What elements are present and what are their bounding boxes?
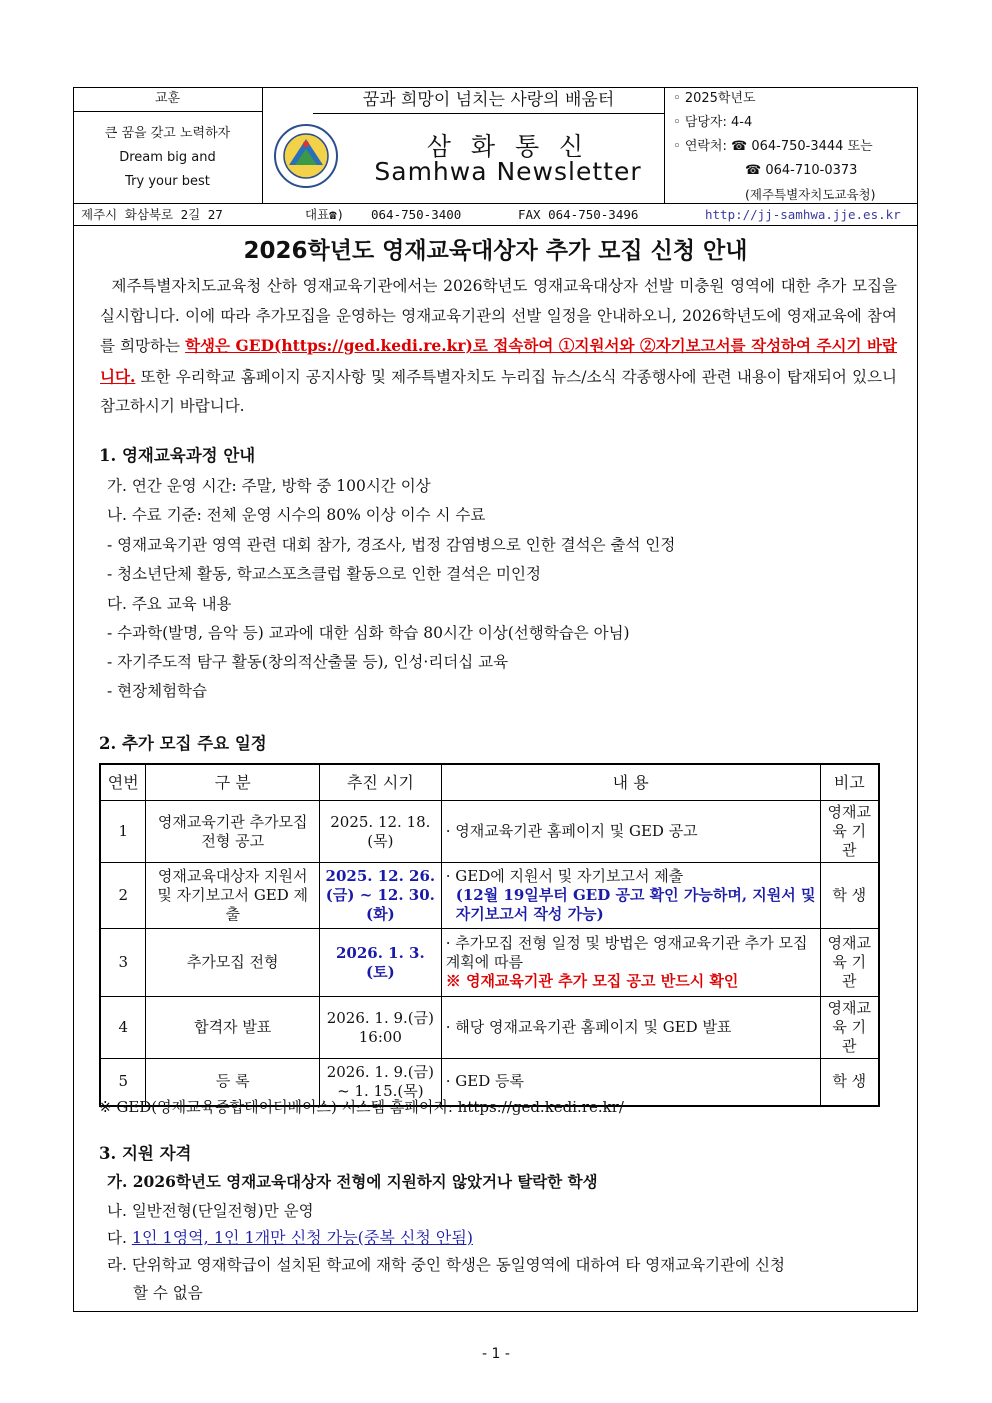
row-content: [441, 929, 820, 997]
row-content: · GED 등록: [441, 1059, 820, 1106]
section-1-line: 나. 수료 기준: 전체 운영 시수의 80% 이상 이수 시 수료: [107, 506, 486, 524]
phone-2: 064-710-0373: [765, 163, 858, 178]
tel-number: 064-750-3400: [371, 207, 462, 222]
row-note: 학 생: [820, 1059, 879, 1106]
school-url-link[interactable]: http://jj-samhwa.jje.es.kr: [705, 207, 901, 222]
row-category: 영재교육대상자 지원서 및 자기보고서 GED 제출: [146, 863, 320, 929]
section-3-line: 할 수 없음: [133, 1284, 203, 1302]
row-content: · 해당 영재교육기관 홈페이지 및 GED 발표: [441, 997, 820, 1059]
row-number: 4: [100, 997, 146, 1059]
row-number: 5: [100, 1059, 146, 1106]
phone-1: 064-750-3444 또는: [751, 139, 873, 154]
newsletter-title-en: Samhwa Newsletter: [374, 157, 642, 186]
page-number: - 1 -: [482, 1346, 510, 1362]
title-box: [263, 87, 665, 204]
section-1-title: 1. 영재교육과정 안내: [99, 446, 256, 465]
school-address: 제주시 화삼북로 2길 27: [81, 207, 223, 222]
table-header-row: [100, 764, 879, 801]
row-content: · 영재교육기관 홈페이지 및 GED 공고: [441, 801, 820, 863]
slogan: 꿈과 희망이 넘치는 사랑의 배움터: [313, 87, 664, 114]
intro-text: 제주특별자치도교육청 산하 영재교육기관에서는 2026학년도 영재교육대상자 선발 미충원 영역에 대한 추가 모집을 실시합니다. 이에 따라 추가모집을 운영하는 영재교육기관의 선발 일정을 안내하오니, 2026학년도에 영재교육에 참여를 희망하는: [100, 277, 897, 355]
contact-label: 연락처:: [684, 139, 727, 154]
row-content: [441, 863, 820, 929]
section-1-line: - 영재교육기관 영역 관련 대회 참가, 경조사, 법정 감염병으로 인한 결석은 출석 인정: [107, 536, 676, 554]
newsletter-header: [73, 87, 918, 204]
intro-paragraph: [100, 272, 897, 422]
row-content-warning: ※ 영재교육기관 추가 모집 공고 반드시 확인: [445, 972, 739, 990]
column-header: 추진 시기: [319, 764, 441, 801]
section-3-line: 라. 단위학교 영재학급이 설치된 학교에 재학 중인 학생은 동일영역에 대하여 타 영재교육기관에 신청: [107, 1256, 785, 1274]
ged-footnote: ※ GED(영재교육종합데이터베이스) 시스템 홈페이지: https://ged.kedi.re.kr/: [99, 1098, 624, 1116]
row-date: 2025. 12. 18.(목): [319, 801, 441, 863]
section-3-line: [107, 1225, 473, 1248]
phone-icon: ☎: [745, 163, 762, 178]
intro-highlight: 학생은 GED(https://ged.kedi.re.kr)로 접속하여 ①지원서와 ②자기보고서를 작성하여 주시기 바랍니다.: [100, 336, 897, 386]
row-date: 2026. 1. 9.(금) ~ 1. 15.(목): [319, 1059, 441, 1106]
newsletter-title-ko: 삼 화 통 신: [426, 132, 590, 161]
row-date: 2026. 1. 9.(금) 16:00: [319, 997, 441, 1059]
fax-number: FAX 064-750-3496: [518, 207, 639, 222]
intro-text: 또한 우리학교 홈페이지 공지사항 및 제주특별자치도 누리집 뉴스/소식 각종행사에 관련 내용이 탑재되어 있으니 참고하시기 바랍니다.: [100, 367, 897, 415]
section-1-line: - 청소년단체 활동, 학교스포츠클럽 활동으로 인한 결석은 미인정: [107, 565, 541, 583]
row-category: 추가모집 전형: [146, 929, 320, 997]
row-content-note: (12월 19일부터 GED 공고 확인 가능하며, 지원서 및 자기보고서 작성 가능): [455, 886, 816, 923]
row-note: 영재교육 기 관: [820, 997, 879, 1059]
row-number: 2: [100, 863, 146, 929]
table-row: [100, 863, 879, 929]
section-1-line: 다. 주요 교육 내용: [107, 595, 232, 613]
table-row: [100, 997, 879, 1059]
row-content-text: · 추가모집 전형 일정 및 방법은 영재교육기관 추가 모집 계획에 따름: [445, 934, 808, 971]
section-1-line: - 수과학(발명, 음악 등) 교과에 대한 심화 학습 80시간 이상(선행학습은 아님): [107, 624, 630, 642]
document-title: 2026학년도 영재교육대상자 추가 모집 신청 안내: [243, 238, 748, 264]
section-1-line: - 현장체험학습: [107, 682, 208, 700]
row-number: 1: [100, 801, 146, 863]
schedule-table: [99, 763, 880, 1107]
office-name: (제주특별자치도교육청): [745, 187, 876, 202]
section-1-line: 가. 연간 운영 시간: 주말, 방학 중 100시간 이상: [107, 477, 431, 495]
school-emblem-icon: [273, 123, 339, 189]
column-header: 연번: [100, 764, 146, 801]
section-1-line: - 자기주도적 탐구 활동(창의적산출물 등), 인성·리더십 교육: [107, 653, 509, 671]
phone-icon: ☎: [731, 139, 748, 154]
motto-box: [73, 87, 263, 204]
tel-label: 대표☎): [305, 207, 345, 222]
manager-value: 4-4: [731, 115, 753, 130]
column-header: 내 용: [441, 764, 820, 801]
school-year: 2025학년도: [684, 91, 756, 106]
row-category: 합격자 발표: [146, 997, 320, 1059]
row-note: 학 생: [820, 863, 879, 929]
address-bar: [73, 204, 918, 226]
section-3-title: 3. 지원 자격: [99, 1144, 192, 1163]
table-row: [100, 801, 879, 863]
table-row: [100, 929, 879, 997]
motto-line: Dream big and: [119, 150, 216, 165]
section-3-highlight: 1인 1영역, 1인 1개만 신청 가능(중복 신청 안됨): [131, 1228, 474, 1247]
section-3-line: 가. 2026학년도 영재교육대상자 전형에 지원하지 않았거나 탈락한 학생: [107, 1172, 598, 1191]
section-3-prefix: 다.: [107, 1229, 132, 1247]
section-3-line: 나. 일반전형(단일전형)만 운영: [107, 1202, 314, 1220]
row-content-text: · GED에 지원서 및 자기보고서 제출: [445, 867, 684, 885]
row-date: 2025. 12. 26.(금) ~ 12. 30.(화): [319, 863, 441, 929]
row-category: 영재교육기관 추가모집 전형 공고: [146, 801, 320, 863]
row-note: 영재교육 기 관: [820, 801, 879, 863]
row-category: 등 록: [146, 1059, 320, 1106]
motto-line: Try your best: [125, 174, 210, 189]
info-box: ◦ 2025학년도 ◦ 담당자: 4-4 ◦ 연락처: ☎ 064-750-3444 또는 ☎ 064-710-0373 (제주특별자치도교육청): [665, 87, 918, 204]
motto-line: 큰 꿈을 갖고 노력하자: [104, 126, 231, 141]
row-note: 영재교육 기 관: [820, 929, 879, 997]
section-2-title: 2. 추가 모집 주요 일정: [99, 734, 267, 753]
motto-label: 교훈: [73, 87, 262, 112]
manager-label: 담당자:: [684, 115, 727, 130]
column-header: 구 분: [146, 764, 320, 801]
column-header: 비고: [820, 764, 879, 801]
row-date: 2026. 1. 3.(토): [319, 929, 441, 997]
row-number: 3: [100, 929, 146, 997]
